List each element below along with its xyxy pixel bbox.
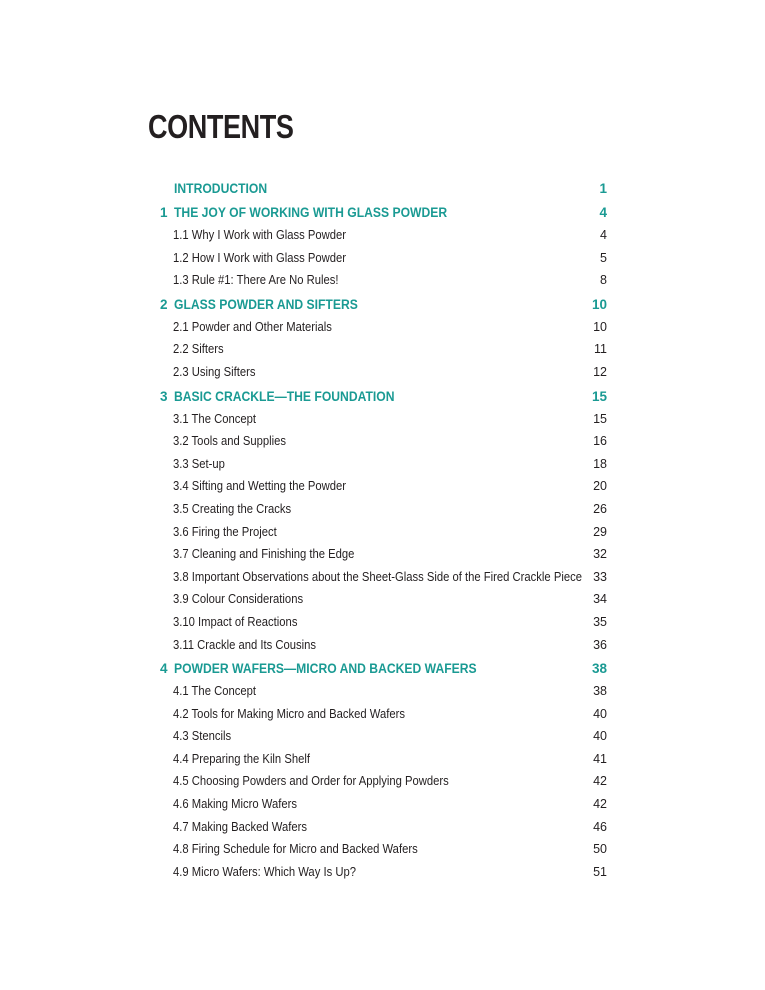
section-title: 3.7 Cleaning and Finishing the Edge [173,547,355,562]
section-page-number: 41 [593,751,607,766]
chapter-page-number: 38 [591,661,607,677]
section-title: 2.1 Powder and Other Materials [173,319,332,334]
section-title: 4.1 The Concept [173,684,256,699]
section-title: 4.5 Choosing Powders and Order for Applying Powders [173,774,449,789]
chapter-page-number: 1 [599,181,607,196]
section-page-number: 33 [593,569,607,584]
section-title: 3.9 Colour Considerations [173,592,304,607]
section-title: 3.6 Firing the Project [173,524,277,539]
toc-section-row[interactable] [0,224,765,247]
section-page-number: 4 [600,228,607,242]
section-page-number: 34 [593,592,607,607]
toc-section-row[interactable] [0,475,765,498]
chapter-number: 2 [160,296,168,312]
section-title: 2.3 Using Sifters [173,364,256,379]
section-page-number: 11 [594,342,607,357]
section-page-number: 35 [593,614,607,629]
toc-section-row[interactable] [0,861,765,884]
section-title: 4.2 Tools for Making Micro and Backed Wafers [173,706,405,721]
section-page-number: 5 [600,250,607,265]
section-title: 3.11 Crackle and Its Cousins [173,637,316,652]
section-title: 3.1 The Concept [173,411,256,426]
chapter-title: THE JOY OF WORKING WITH GLASS POWDER [174,205,448,220]
toc-section-row[interactable] [0,703,765,726]
toc-section-row[interactable] [0,588,765,611]
section-page-number: 42 [593,797,607,812]
section-page-number: 42 [593,774,607,789]
chapter-page-number: 10 [591,296,607,312]
toc-section-row[interactable] [0,316,765,339]
section-title: 2.2 Sifters [173,342,224,357]
section-page-number: 46 [593,819,607,834]
section-title: 3.8 Important Observations about the Sheet-Glass Side of the Fired Crackle Piece [173,569,582,584]
toc-section-row[interactable] [0,430,765,453]
toc-chapter-row[interactable] [0,176,765,200]
toc-section-row[interactable] [0,816,765,839]
table-of-contents [0,176,765,883]
toc-section-row[interactable] [0,748,765,771]
section-title: 1.3 Rule #1: There Are No Rules! [173,273,339,288]
section-page-number: 32 [593,547,607,562]
section-page-number: 40 [593,706,607,721]
section-title: 3.4 Sifting and Wetting the Powder [173,479,347,494]
section-title: 3.5 Creating the Cracks [173,501,292,516]
toc-section-row[interactable] [0,680,765,703]
toc-section-row[interactable] [0,566,765,589]
chapter-number: 4 [160,661,168,677]
section-page-number: 16 [593,434,607,449]
section-page-number: 29 [593,524,607,539]
toc-section-row[interactable] [0,770,765,793]
section-page-number: 10 [593,319,607,334]
section-page-number: 15 [593,411,607,426]
section-page-number: 40 [593,729,607,744]
chapter-number: 1 [160,205,168,220]
toc-section-row[interactable] [0,498,765,521]
toc-section-row[interactable] [0,793,765,816]
section-title: 4.3 Stencils [173,729,232,744]
toc-section-row[interactable] [0,408,765,431]
toc-section-row[interactable] [0,247,765,270]
toc-section-row[interactable] [0,838,765,861]
section-title: 4.7 Making Backed Wafers [173,819,308,834]
toc-chapter-row[interactable] [0,200,765,224]
toc-chapter-row[interactable] [0,656,765,680]
toc-chapter-row[interactable] [0,384,765,408]
chapter-title: INTRODUCTION [174,181,268,196]
section-title: 4.4 Preparing the Kiln Shelf [173,751,310,766]
chapter-page-number: 4 [599,205,607,220]
section-title: 1.2 How I Work with Glass Powder [173,250,346,265]
toc-section-row[interactable] [0,453,765,476]
section-title: 3.2 Tools and Supplies [173,434,287,449]
toc-section-row[interactable] [0,725,765,748]
section-page-number: 26 [593,501,607,516]
toc-section-row[interactable] [0,521,765,544]
chapter-title: BASIC CRACKLE—THE FOUNDATION [174,388,395,404]
section-title: 4.8 Firing Schedule for Micro and Backed Wafers [173,842,418,857]
chapter-number: 3 [160,388,168,404]
page-title: CONTENTS [148,108,294,145]
section-title: 1.1 Why I Work with Glass Powder [173,228,346,242]
toc-section-row[interactable] [0,634,765,657]
section-page-number: 38 [593,684,607,699]
section-page-number: 8 [600,273,607,288]
section-title: 3.3 Set-up [173,456,225,471]
chapter-title: POWDER WAFERS—MICRO AND BACKED WAFERS [174,661,477,677]
section-title: 3.10 Impact of Reactions [173,614,298,629]
toc-section-row[interactable] [0,361,765,384]
section-page-number: 18 [593,456,607,471]
toc-section-row[interactable] [0,338,765,361]
toc-section-row[interactable] [0,611,765,634]
section-page-number: 20 [593,479,607,494]
section-title: 4.6 Making Micro Wafers [173,797,298,812]
chapter-page-number: 15 [591,388,607,404]
section-page-number: 50 [593,842,607,857]
section-title: 4.9 Micro Wafers: Which Way Is Up? [173,864,356,879]
toc-section-row[interactable] [0,269,765,292]
section-page-number: 51 [593,864,607,879]
section-page-number: 36 [593,637,607,652]
chapter-title: GLASS POWDER AND SIFTERS [174,296,358,312]
toc-section-row[interactable] [0,543,765,566]
toc-chapter-row[interactable] [0,292,765,316]
section-page-number: 12 [593,364,607,379]
